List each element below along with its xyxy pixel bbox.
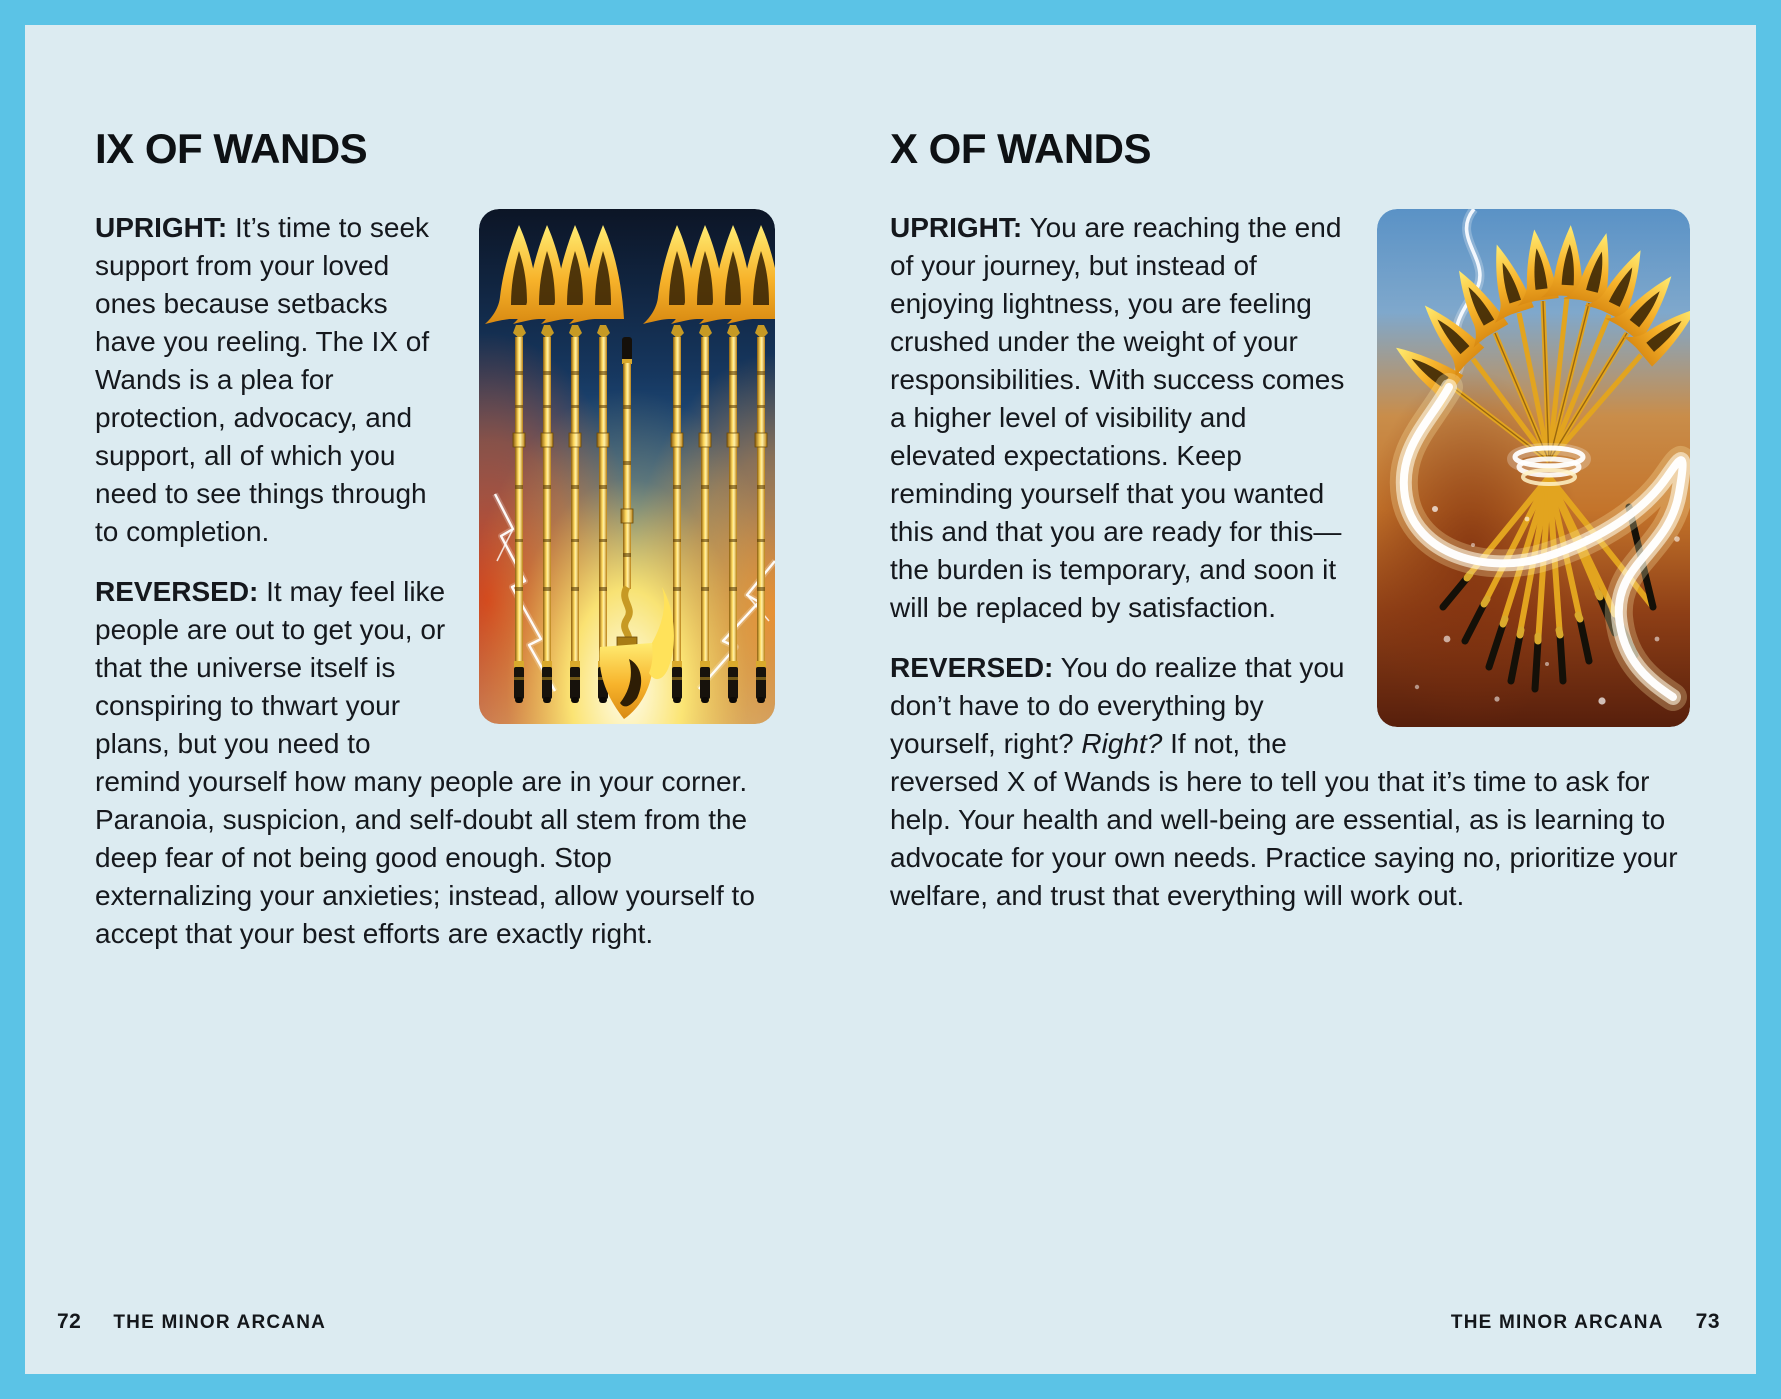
page-right xyxy=(890,125,1690,975)
page-title-x-of-wands: X OF WANDS xyxy=(890,125,1152,172)
reversed-text-2: If not, the reversed X of Wands is here to tell you that it’s time to ask for help. Your health and well-being are essential, as is learning to advocate for your own needs. Practice saying no, prioritize your welfare, and trust that everything will work out. xyxy=(890,728,1678,911)
page-title-ix-of-wands: IX OF WANDS xyxy=(95,125,368,172)
x-of-wands-card-illustration xyxy=(1377,209,1690,727)
page-number-left: 72 xyxy=(57,1310,82,1333)
footer-right xyxy=(1451,1310,1720,1334)
page-number-right: 73 xyxy=(1695,1310,1720,1333)
upright-label: UPRIGHT: xyxy=(95,212,228,243)
upright-label: UPRIGHT: xyxy=(890,212,1023,243)
footer-left xyxy=(57,1310,326,1334)
ix-of-wands-card-illustration xyxy=(479,209,775,724)
page-paper xyxy=(25,25,1756,1374)
reversed-text: It may feel like people are out to get you, or that the universe itself is conspiring to thwart your plans, but you need to remind yourself how many people are in your corner. Paranoia, suspicion, and self-doubt all stem from the deep fear of not being good enough. Stop externalizing your anxieties; instead, allow yourself to accept that your best efforts are exactly right. xyxy=(95,576,755,949)
reversed-label: REVERSED: xyxy=(890,652,1054,683)
upright-text: It’s time to seek support from your loved ones because setbacks have you reeling. The IX of Wands is a plea for protection, advocacy, and support, all of which you need to see things through to completion. xyxy=(95,212,430,547)
running-head-left: THE MINOR ARCANA xyxy=(113,1312,327,1333)
reversed-text-italic: Right? xyxy=(1081,728,1163,759)
page-left xyxy=(95,125,775,975)
running-head-right: THE MINOR ARCANA xyxy=(1450,1312,1664,1333)
reversed-text-1: You do realize that you don’t have to do everything by yourself, right? xyxy=(890,652,1345,759)
two-column-spread xyxy=(25,25,1756,975)
upright-text: You are reaching the end of your journey, but instead of enjoying lightness, you are feeling crushed under the weight of your responsibilities. With success comes a higher level of visibility and elevated expectations. Keep reminding yourself that you wanted this and that you are ready for this—the burden is temporary, and soon it will be replaced by satisfaction. xyxy=(890,212,1345,623)
reversed-label: REVERSED: xyxy=(95,576,259,607)
